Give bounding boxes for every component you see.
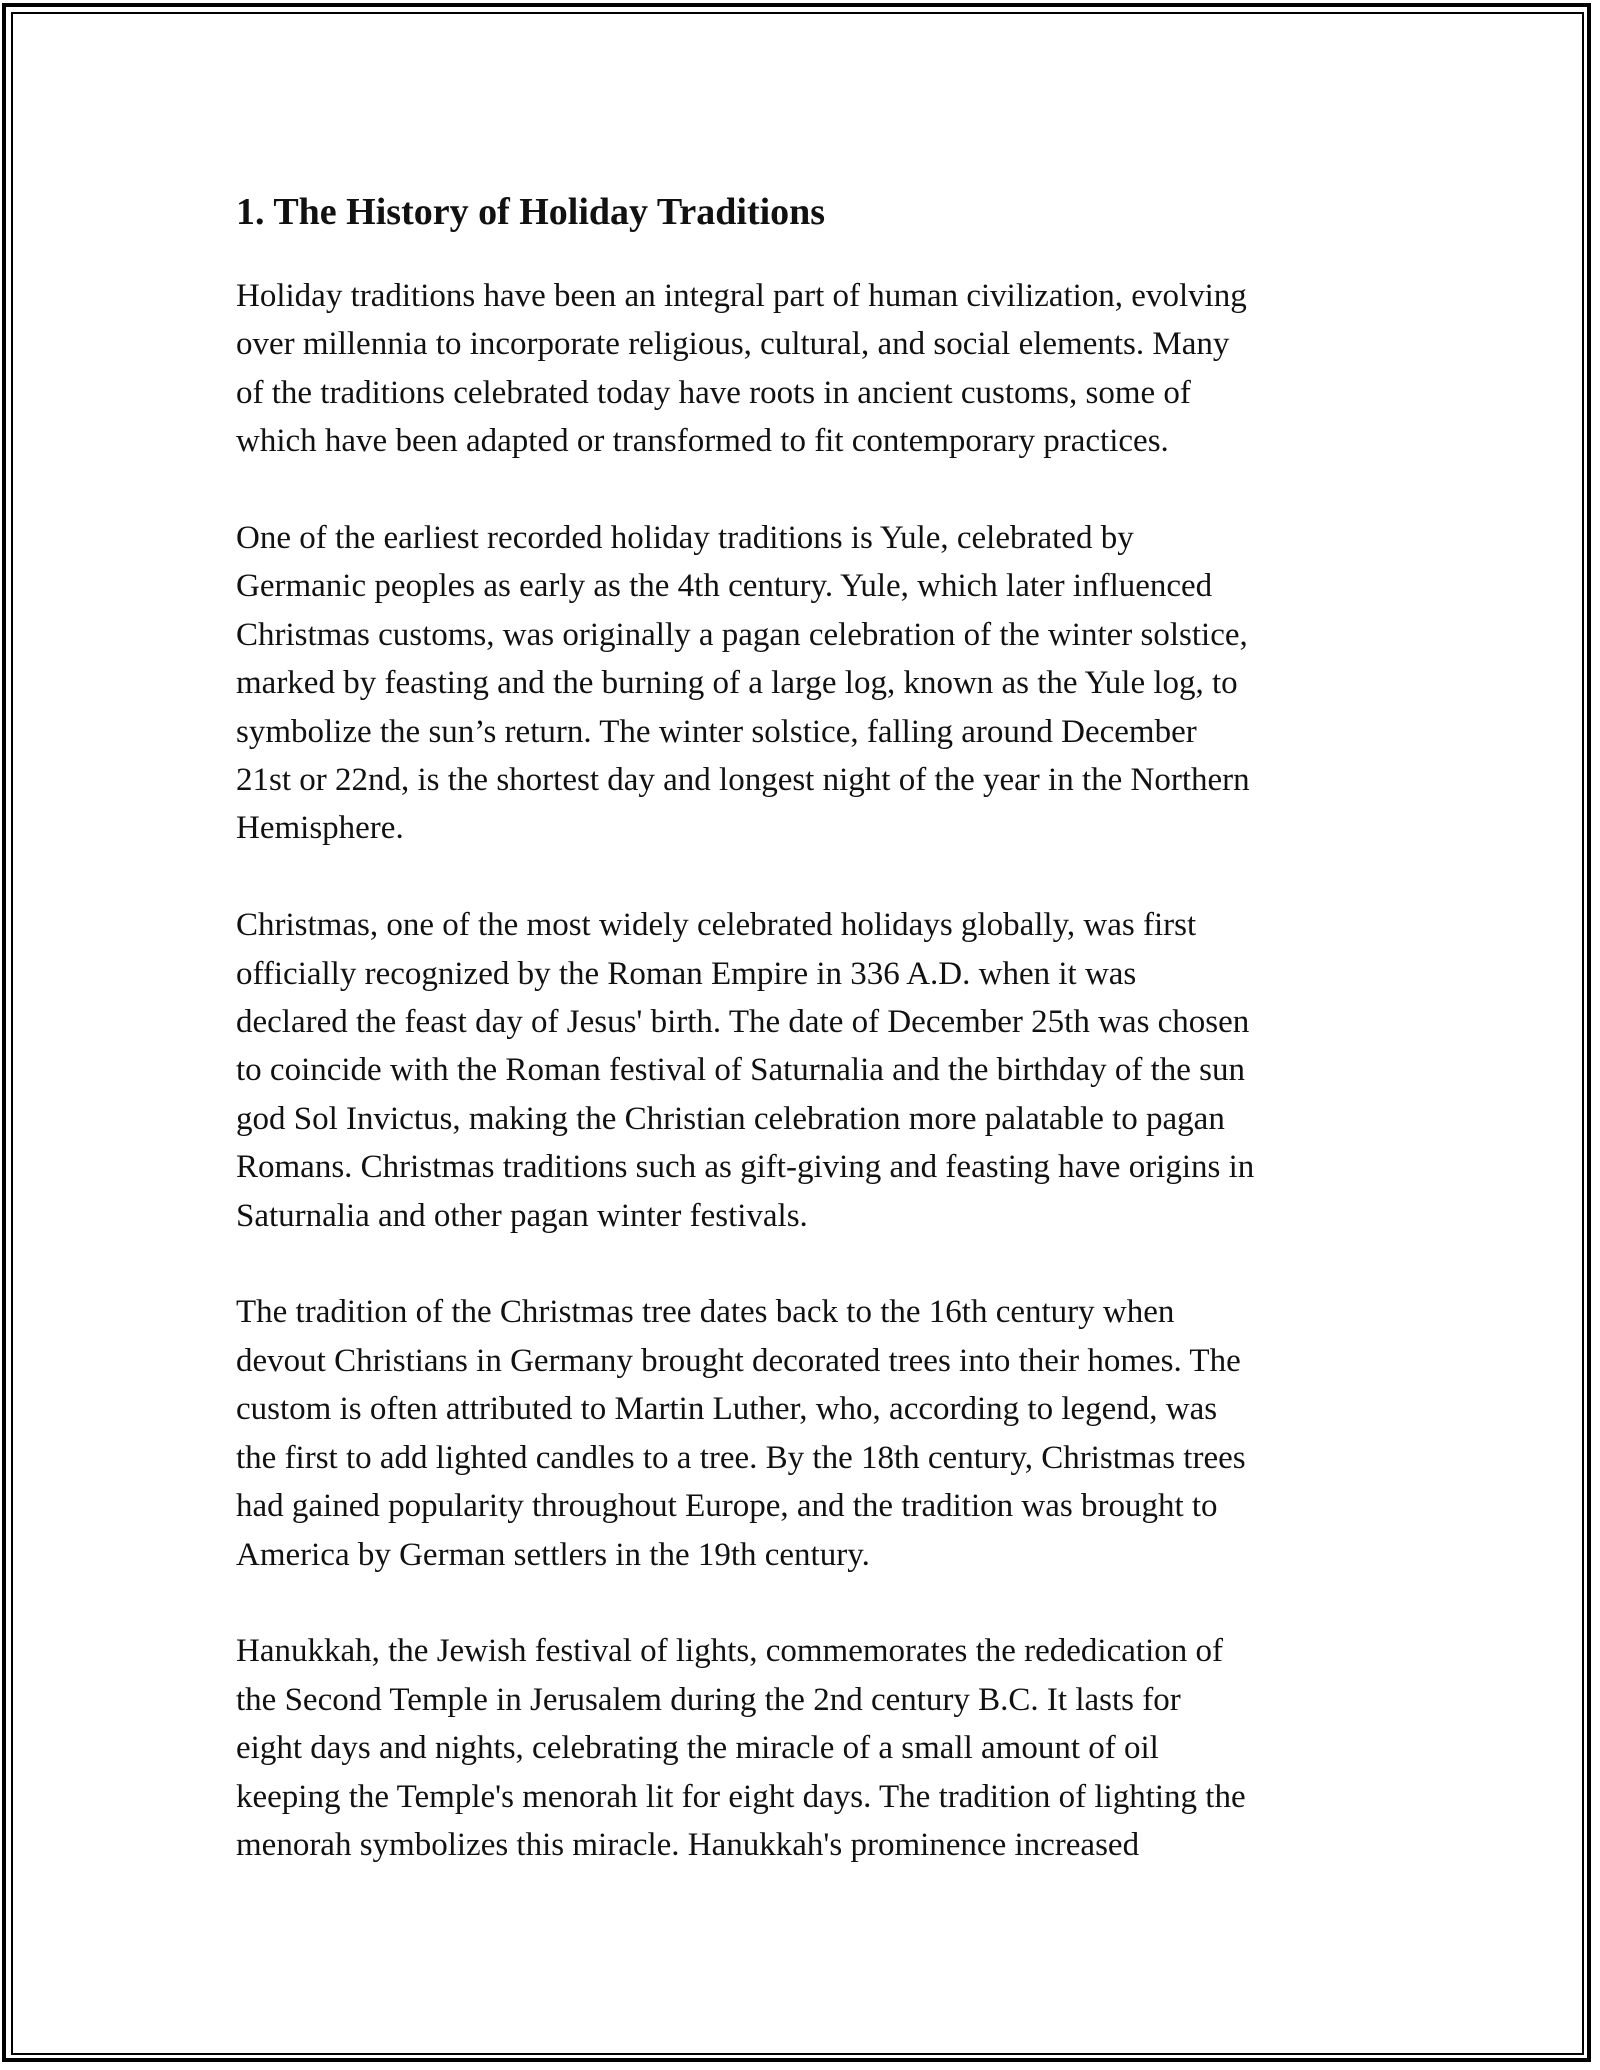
- page-content: [236, 186, 1376, 1918]
- paragraph-christmas: Christmas, one of the most widely celebrated holidays globally, was first officially recognized by the Roman Empire in 336 A.D. when it was declared the feast day of Jesus' birth. The date of December 25th was chosen to coincide with the Roman festival of Saturnalia and the birthday of the sun god Sol Invictus, making the Christian celebration more palatable to pagan Romans. Christmas traditions such as gift-giving and feasting have origins in Saturnalia and other pagan winter festivals.: [236, 907, 1255, 1234]
- paragraph-christmas-tree: The tradition of the Christmas tree dates back to the 16th century when devout Christians in Germany brought decorated trees into their homes. The custom is often attributed to Martin Luther, who, according to legend, was the first to add lighted candles to a tree. By the 18th century, Christmas trees had gained popularity throughout Europe, and the tradition was brought to America by German settlers in the 19th century.: [236, 1294, 1246, 1573]
- paragraph-intro: Holiday traditions have been an integral part of human civilization, evolving over millennia to incorporate religious, cultural, and social elements. Many of the traditions celebrated today have roots in ancient customs, some of which have been adapted or transformed to fit contemporary practices.: [236, 278, 1247, 460]
- section-heading: 1. The History of Holiday Traditions: [236, 191, 826, 233]
- paragraph-hanukkah: Hanukkah, the Jewish festival of lights, commemorates the rededication of the Second Temple in Jerusalem during the 2nd century B.C. It lasts for eight days and nights, celebrating the miracle of a small amount of oil keeping the Temple's menorah lit for eight days. The tradition of lighting the menorah symbolizes this miracle. Hanukkah's prominence increased: [236, 1633, 1246, 1863]
- paragraph-yule: One of the earliest recorded holiday traditions is Yule, celebrated by Germanic peoples as early as the 4th century. Yule, which later influenced Christmas customs, was originally a pagan celebration of the winter solstice, marked by feasting and the burning of a large log, known as the Yule log, to symbolize the sun’s return. The winter solstice, falling around December 21st or 22nd, is the shortest day and longest night of the year in the Northern Hemisphere.: [236, 520, 1250, 847]
